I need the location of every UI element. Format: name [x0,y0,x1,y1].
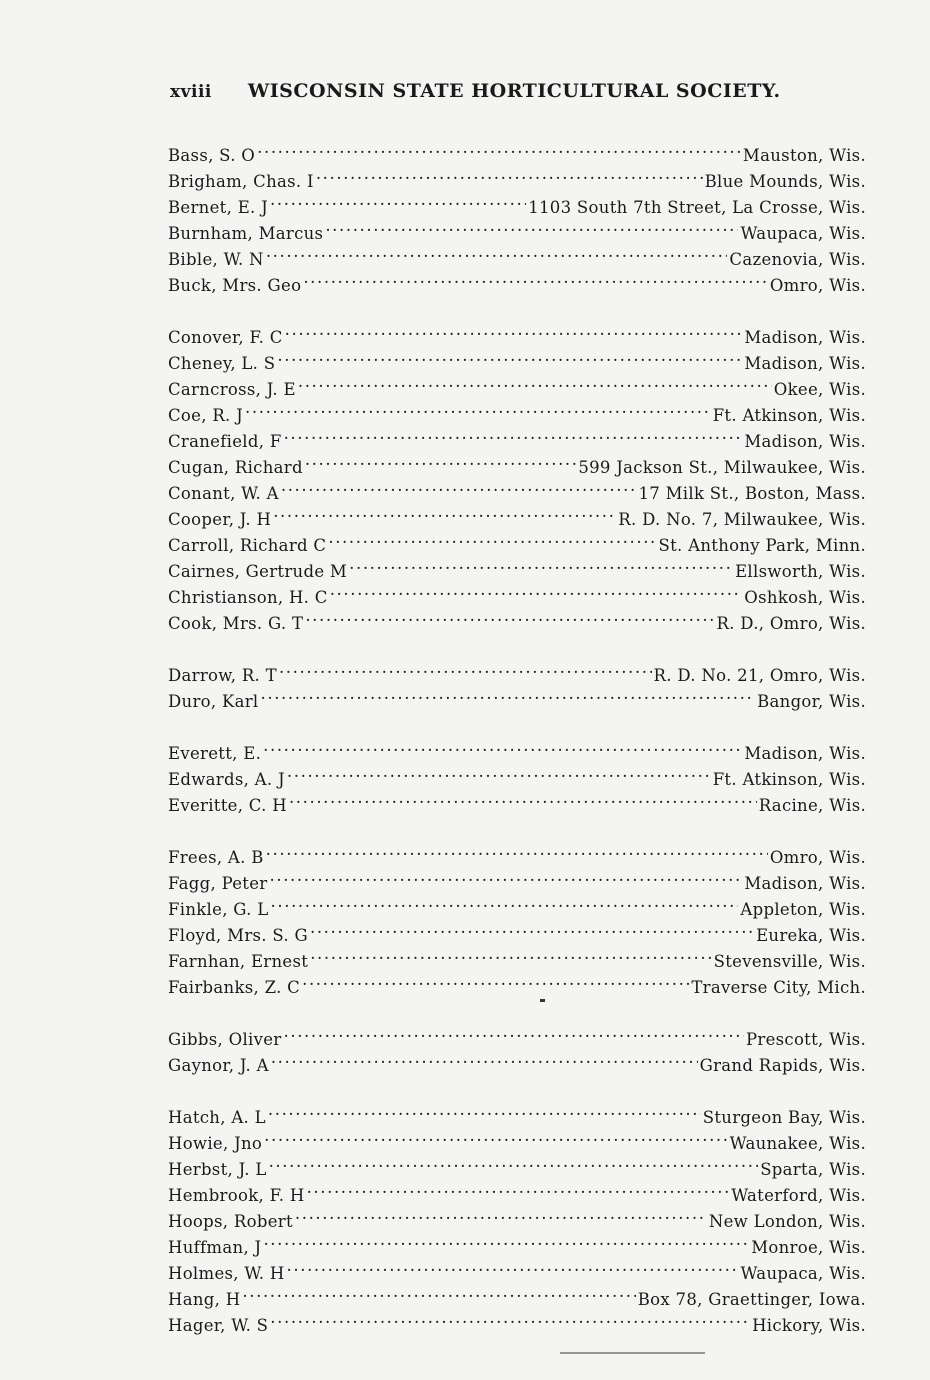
member-name: Bass, S. O [168,146,256,165]
dot-leader [261,681,756,707]
dot-leader [279,655,652,681]
member-name: Bernet, E. J [168,198,269,217]
member-name: Hang, H [168,1290,241,1309]
member-address: Omro, Wis. [769,276,866,295]
member-name: Cheney, L. S [168,354,276,373]
dot-leader [316,161,703,187]
member-address: Madison, Wis. [744,874,866,893]
letter-group [168,1097,866,1335]
member-name: Christianson, H. C [168,588,328,607]
member-address: Waunakee, Wis. [729,1134,866,1153]
page-title: WISCONSIN STATE HORTICULTURAL SOCIETY. [247,80,781,102]
dot-leader [307,1175,730,1201]
dot-leader [303,265,768,291]
member-address: St. Anthony Park, Minn. [658,536,866,555]
member-list [168,135,866,1357]
member-name: Finkle, G. L [168,900,269,919]
member-entry [168,135,866,165]
dot-leader [277,343,742,369]
member-address: Racine, Wis. [758,796,866,815]
member-name: Fairbanks, Z. C [168,978,301,997]
member-entry [168,1019,866,1049]
dot-leader [263,733,742,759]
dot-leader [325,213,738,239]
member-name: Everett, E. [168,744,262,763]
member-address: Waterford, Wis. [731,1186,866,1205]
dot-leader [310,941,711,967]
member-address: 17 Milk St., Boston, Mass. [638,484,866,503]
member-entry [168,863,866,893]
dot-leader [268,1097,701,1123]
member-address: 1103 South 7th Street, La Crosse, Wis. [528,198,866,217]
dot-leader [284,1019,744,1045]
member-name: Hoops, Robert [168,1212,293,1231]
member-address: Hickory, Wis. [752,1316,866,1335]
dot-leader [284,421,743,447]
dot-leader [328,525,656,551]
letter-group [168,837,866,997]
member-name: Brigham, Chas. I [168,172,314,191]
member-address: 599 Jackson St., Milwaukee, Wis. [578,458,866,477]
member-entry [168,395,866,425]
member-name: Floyd, Mrs. S. G [168,926,308,945]
member-name: Hager, W. S [168,1316,269,1335]
footer-rule [560,1352,705,1354]
member-address: New London, Wis. [708,1212,866,1231]
dot-leader [305,603,714,629]
letter-group [168,1019,866,1075]
member-address: Madison, Wis. [744,744,866,763]
dot-leader [330,577,743,603]
dot-leader [305,447,576,473]
member-name: Conant, W. A [168,484,279,503]
member-address: R. D., Omro, Wis. [716,614,866,633]
member-name: Cranefield, F [168,432,282,451]
dot-leader [269,1149,759,1175]
member-name: Cugan, Richard [168,458,303,477]
dot-leader [263,1227,749,1253]
member-address: R. D. No. 21, Omro, Wis. [653,666,866,685]
member-name: Coe, R. J [168,406,244,425]
member-name: Conover, F. C [168,328,283,347]
member-address: Waupaca, Wis. [740,1264,866,1283]
member-address: Bangor, Wis. [757,692,866,711]
dot-leader [270,1305,750,1331]
member-name: Howie, Jno [168,1134,263,1153]
member-address: Prescott, Wis. [745,1030,866,1049]
member-name: Gaynor, J. A [168,1056,269,1075]
dot-leader [349,551,733,577]
page-number: xviii [170,82,212,102]
member-address: Ft. Atkinson, Wis. [712,770,866,789]
member-name: Buck, Mrs. Geo [168,276,302,295]
member-name: Huffman, J [168,1238,262,1257]
member-address: Eureka, Wis. [756,926,866,945]
dot-leader [281,473,637,499]
member-name: Frees, A. B [168,848,264,867]
member-address: Traverse City, Mich. [691,978,866,997]
member-address: Ellsworth, Wis. [735,562,866,581]
member-entry [168,655,866,685]
member-address: Sturgeon Bay, Wis. [702,1108,866,1127]
dot-leader [310,915,754,941]
member-name: Fagg, Peter [168,874,268,893]
dot-leader [298,369,772,395]
page-header [170,80,870,110]
dot-leader [287,759,711,785]
dot-leader [264,1123,728,1149]
member-entry [168,1097,866,1127]
member-name: Gibbs, Oliver [168,1030,282,1049]
member-name: Everitte, C. H [168,796,287,815]
dot-leader [295,1201,707,1227]
member-name: Hatch, A. L [168,1108,266,1127]
letter-group [168,135,866,295]
dot-leader [270,187,526,213]
member-name: Burnham, Marcus [168,224,324,243]
print-mark [540,999,545,1002]
member-address: Okee, Wis. [773,380,866,399]
member-address: Blue Mounds, Wis. [704,172,866,191]
member-name: Bible, W. N [168,250,264,269]
member-address: Madison, Wis. [744,328,866,347]
letter-group [168,317,866,633]
member-address: Oshkosh, Wis. [744,588,866,607]
member-address: Appleton, Wis. [740,900,866,919]
member-address: Grand Rapids, Wis. [699,1056,866,1075]
member-address: Monroe, Wis. [751,1238,866,1257]
member-name: Hembrook, F. H [168,1186,305,1205]
dot-leader [245,395,711,421]
member-address: Madison, Wis. [744,354,866,373]
dot-leader [266,239,728,265]
member-address: R. D. No. 7, Milwaukee, Wis. [618,510,866,529]
dot-leader [271,889,739,915]
member-address: Omro, Wis. [769,848,866,867]
member-entry [168,265,866,295]
dot-leader [266,837,768,863]
member-name: Carncross, J. E [168,380,296,399]
letter-group [168,655,866,711]
dot-leader [257,135,741,161]
dot-leader [242,1279,635,1305]
member-entry [168,837,866,867]
member-address: Madison, Wis. [744,432,866,451]
member-address: Cazenovia, Wis. [729,250,866,269]
dot-leader [285,317,743,343]
member-name: Farnhan, Ernest [168,952,309,971]
dot-leader [270,863,743,889]
dot-leader [287,1253,739,1279]
member-entry [168,317,866,347]
dot-leader [271,1045,698,1071]
member-address: Ft. Atkinson, Wis. [712,406,866,425]
member-name: Cooper, J. H [168,510,272,529]
member-name: Cairnes, Gertrude M [168,562,348,581]
member-address: Mauston, Wis. [742,146,866,165]
member-name: Edwards, A. J [168,770,285,789]
member-name: Cook, Mrs. G. T [168,614,304,633]
member-name: Herbst, J. L [168,1160,267,1179]
member-name: Duro, Karl [168,692,259,711]
member-name: Carroll, Richard C [168,536,327,555]
member-address: Box 78, Graettinger, Iowa. [637,1290,866,1309]
member-name: Darrow, R. T [168,666,277,685]
dot-leader [302,967,689,993]
member-name: Holmes, W. H [168,1264,285,1283]
member-address: Sparta, Wis. [760,1160,866,1179]
dot-leader [289,785,757,811]
member-address: Waupaca, Wis. [740,224,866,243]
letter-group [168,733,866,815]
member-entry [168,733,866,763]
dot-leader [273,499,616,525]
member-address: Stevensville, Wis. [713,952,866,971]
